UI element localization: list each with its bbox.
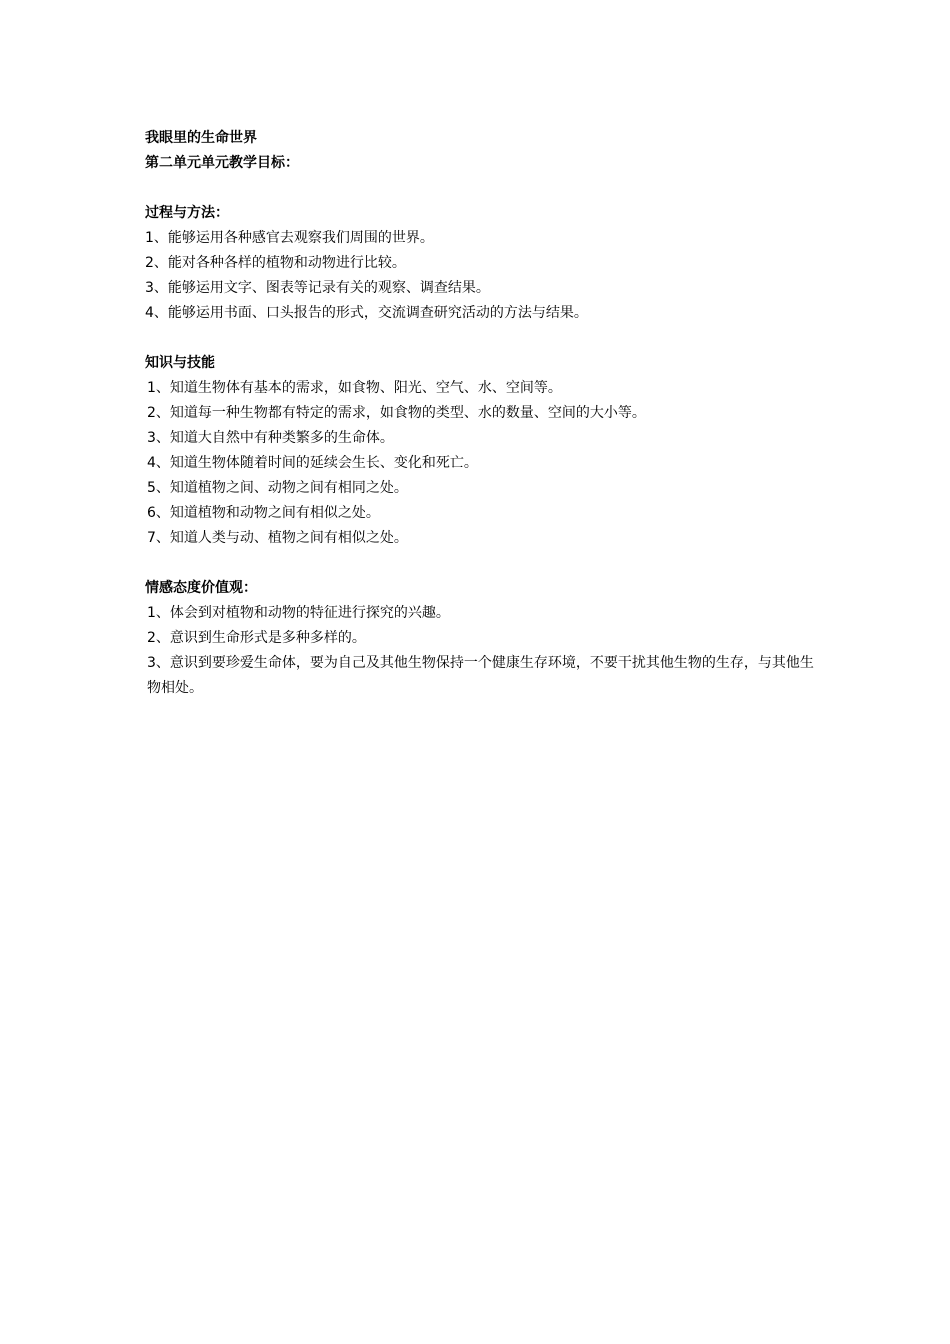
section-process-method (145, 201, 815, 326)
section-heading: 情感态度价值观： (145, 580, 257, 596)
list-item: 6、知道植物和动物之间有相似之处。 (147, 505, 380, 521)
section-knowledge-skills (145, 351, 815, 551)
list-item: 3、知道大自然中有种类繁多的生命体。 (147, 430, 394, 446)
spacer (145, 326, 815, 351)
document-body (145, 126, 815, 701)
list-item: 1、能够运用各种感官去观察我们周围的世界。 (145, 230, 434, 246)
spacer (145, 176, 815, 201)
document-subtitle: 第二单元单元教学目标： (145, 155, 299, 171)
spacer (145, 551, 815, 576)
section-emotion-attitude-values (145, 576, 815, 701)
section-heading: 知识与技能 (145, 355, 215, 371)
list-item: 1、知道生物体有基本的需求，如食物、阳光、空气、水、空间等。 (147, 380, 562, 396)
list-item: 2、知道每一种生物都有特定的需求，如食物的类型、水的数量、空间的大小等。 (147, 405, 646, 421)
list-item: 2、意识到生命形式是多种多样的。 (147, 630, 366, 646)
document-title: 我眼里的生命世界 (145, 130, 257, 146)
list-item: 7、知道人类与动、植物之间有相似之处。 (147, 530, 408, 546)
list-item: 3、能够运用文字、图表等记录有关的观察、调查结果。 (145, 280, 490, 296)
list-item: 3、意识到要珍爱生命体，要为自己及其他生物保持一个健康生存环境，不要干扰其他生物的生存，与其他生物相处。 (147, 655, 814, 696)
list-item: 2、能对各种各样的植物和动物进行比较。 (145, 255, 406, 271)
list-item: 4、知道生物体随着时间的延续会生长、变化和死亡。 (147, 455, 478, 471)
list-item: 1、体会到对植物和动物的特征进行探究的兴趣。 (147, 605, 450, 621)
list-item: 5、知道植物之间、动物之间有相同之处。 (147, 480, 408, 496)
section-heading: 过程与方法： (145, 205, 229, 221)
list-item: 4、能够运用书面、口头报告的形式，交流调查研究活动的方法与结果。 (145, 305, 588, 321)
